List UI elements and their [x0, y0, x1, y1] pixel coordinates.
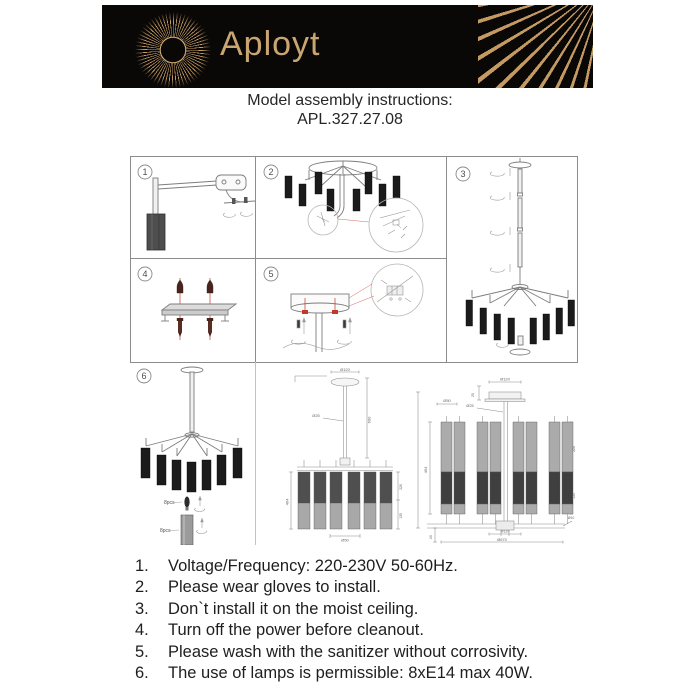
svg-text:226: 226 [572, 446, 576, 452]
red-marker [302, 310, 308, 314]
svg-text:Ø50: Ø50 [341, 537, 349, 543]
panel-3-number: 3 [460, 169, 466, 179]
rotation-arrow-icons [490, 168, 510, 272]
screw-icon [244, 197, 248, 203]
panel-5-canopy-wiring-diagram [255, 258, 446, 362]
svg-text:Ø120: Ø120 [340, 366, 350, 372]
black-shades [141, 448, 242, 492]
screw-icon [232, 198, 236, 204]
instruction-item: 2. Please wear gloves to install. [135, 578, 381, 597]
sunburst-logo-icon [132, 9, 214, 88]
svg-text:Ø120: Ø120 [500, 529, 510, 534]
shade-profiles [441, 422, 573, 514]
instruction-item: 6. The use of lamps is permissible: 8xE14 max 40W. [135, 664, 533, 683]
ray-fan-decoration [478, 5, 593, 88]
panel-3-rod-assembly-diagram [446, 156, 578, 362]
page-title: Model assembly instructions: [247, 92, 453, 109]
instruction-list [135, 556, 605, 684]
svg-text:600: 600 [366, 416, 372, 424]
svg-text:135: 135 [399, 513, 403, 519]
panel-1-arm-assembly-diagram [130, 156, 255, 258]
panel-6-complete-fixture-diagram [130, 362, 255, 545]
svg-text:Ø120: Ø120 [500, 376, 510, 382]
black-shades [285, 172, 400, 211]
brand-banner [102, 5, 593, 88]
bulb-e14-icon [184, 497, 189, 508]
svg-text:135: 135 [572, 493, 576, 499]
panel-6-number: 6 [141, 371, 147, 381]
svg-text:464: 464 [284, 498, 290, 506]
panel-2-number: 2 [268, 167, 274, 177]
shade-profiles [298, 472, 392, 529]
instruction-item: 1. Voltage/Frequency: 220-230V 50-60Hz. [135, 557, 458, 575]
brand-name: Aployt [220, 25, 321, 63]
svg-text:226: 226 [399, 484, 403, 490]
bulb-qty-label: 8pcs [164, 500, 175, 506]
svg-text:Ø670: Ø670 [497, 536, 507, 542]
instruction-item: 5. Please wash with the sanitizer without corrosivity. [135, 642, 529, 661]
model-number: APL.327.27.08 [297, 111, 403, 128]
red-marker [332, 310, 338, 314]
instruction-item: 3. Don`t install it on the moist ceiling. [135, 599, 419, 618]
shade-qty-label: 8pcs [160, 528, 171, 534]
dimension-drawing-detail [413, 374, 578, 546]
panel-4-number: 4 [142, 269, 148, 279]
instruction-item: 4. Turn off the power before cleanout. [135, 621, 424, 640]
svg-text:20: 20 [429, 535, 433, 539]
svg-text:Ø25: Ø25 [312, 413, 320, 418]
dimension-drawing-front [283, 366, 408, 544]
grid-line-v1b [255, 362, 256, 545]
panel-5-number: 5 [268, 269, 274, 279]
panel-2-shade-mounting-diagram [255, 156, 446, 258]
panel-4-bracket-fixing-diagram [130, 258, 255, 362]
screw-arrow-icons [291, 318, 351, 344]
svg-text:Ø10: Ø10 [567, 516, 575, 520]
svg-text:464: 464 [423, 466, 428, 474]
cylinder-shade [147, 214, 165, 250]
svg-text:Ø25: Ø25 [466, 403, 474, 408]
svg-text:25: 25 [471, 393, 475, 397]
svg-text:Ø50: Ø50 [443, 398, 451, 403]
panel-1-number: 1 [142, 167, 148, 177]
shade-part-icon [181, 515, 193, 545]
